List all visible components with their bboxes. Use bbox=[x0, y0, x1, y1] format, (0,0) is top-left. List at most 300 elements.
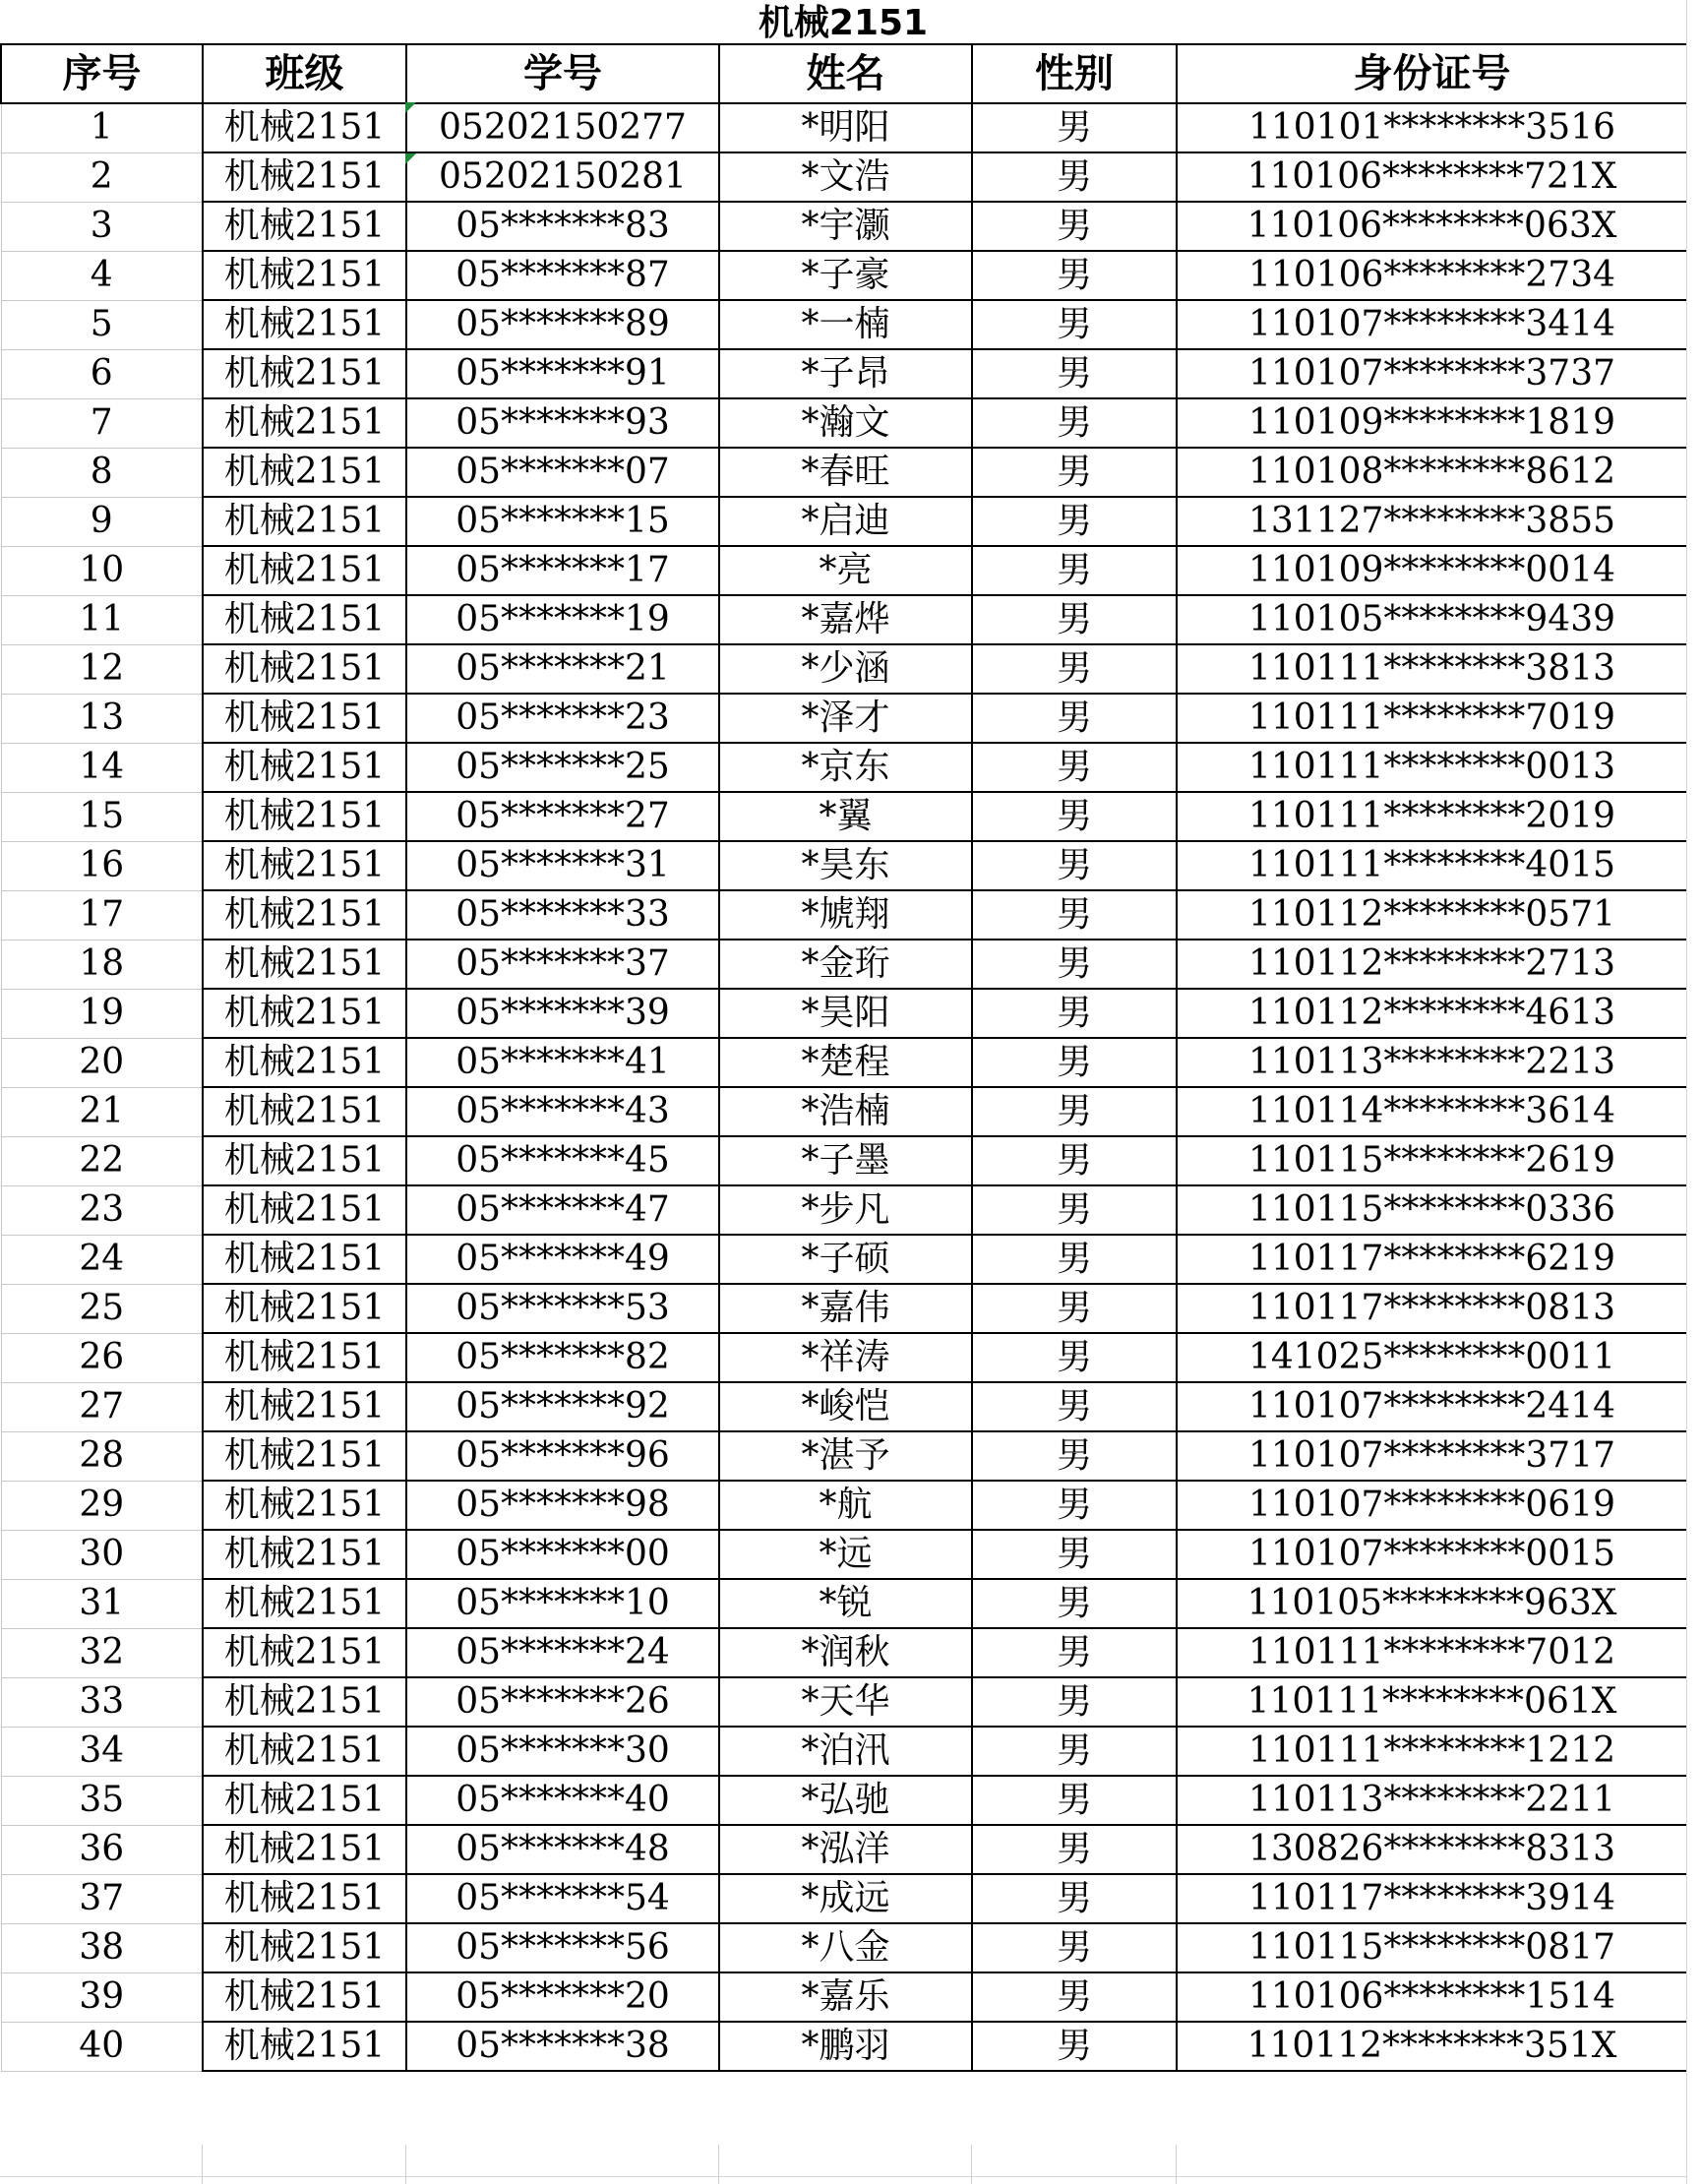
cell-gender[interactable]: 男 bbox=[972, 448, 1177, 497]
cell-name[interactable]: *八金 bbox=[719, 1923, 972, 1972]
cell-name[interactable]: *春旺 bbox=[719, 448, 972, 497]
cell-seq[interactable]: 13 bbox=[1, 694, 203, 743]
table-row bbox=[1, 1776, 1687, 1825]
cell-name[interactable]: *鹏羽 bbox=[719, 2022, 972, 2071]
cell-seq[interactable]: 3 bbox=[1, 202, 203, 251]
cell-seq[interactable]: 40 bbox=[1, 2022, 203, 2071]
cell-id-number[interactable]: 110106********063X bbox=[1177, 202, 1687, 251]
cell-id-number[interactable]: 110117********6219 bbox=[1177, 1235, 1687, 1284]
cell-student-id[interactable]: 05*******96 bbox=[406, 1431, 719, 1481]
cell-gender[interactable]: 男 bbox=[972, 940, 1177, 989]
cell-id-number[interactable]: 110111********061X bbox=[1177, 1677, 1687, 1727]
cell-name[interactable]: *成远 bbox=[719, 1874, 972, 1923]
header-gender[interactable]: 性别 bbox=[972, 44, 1177, 103]
cell-seq[interactable]: 37 bbox=[1, 1874, 203, 1923]
cell-gender[interactable]: 男 bbox=[972, 1431, 1177, 1481]
cell-name[interactable]: *天华 bbox=[719, 1677, 972, 1727]
cell-class[interactable]: 机械2151 bbox=[203, 1038, 406, 1087]
cell-id-number[interactable]: 110109********1819 bbox=[1177, 398, 1687, 448]
cell-name[interactable]: *楚程 bbox=[719, 1038, 972, 1087]
cell-class[interactable]: 机械2151 bbox=[203, 694, 406, 743]
gridline bbox=[718, 2145, 719, 2184]
cell-student-id[interactable]: 05*******10 bbox=[406, 1579, 719, 1628]
cell-id-number[interactable]: 110112********2713 bbox=[1177, 940, 1687, 989]
cell-id-number[interactable]: 110107********3737 bbox=[1177, 349, 1687, 398]
cell-student-id[interactable]: 05*******93 bbox=[406, 398, 719, 448]
table-row bbox=[1, 1972, 1687, 2022]
header-student-id[interactable]: 学号 bbox=[406, 44, 719, 103]
title-row bbox=[0, 0, 1701, 44]
table-row bbox=[1, 1136, 1687, 1185]
table-row bbox=[1, 940, 1687, 989]
cell-student-id[interactable]: 05*******53 bbox=[406, 1284, 719, 1333]
cell-gender[interactable]: 男 bbox=[972, 546, 1177, 595]
table-row bbox=[1, 1087, 1687, 1136]
cell-student-id[interactable]: 05202150281 bbox=[406, 152, 719, 202]
cell-class[interactable]: 机械2151 bbox=[203, 792, 406, 841]
cell-gender[interactable]: 男 bbox=[972, 1235, 1177, 1284]
table-row bbox=[1, 2022, 1687, 2071]
cell-name[interactable]: *峻恺 bbox=[719, 1382, 972, 1431]
table-row bbox=[1, 1677, 1687, 1727]
cell-class[interactable]: 机械2151 bbox=[203, 1874, 406, 1923]
table-row bbox=[1, 448, 1687, 497]
table-row bbox=[1, 743, 1687, 792]
table-row bbox=[1, 1431, 1687, 1481]
table-row bbox=[1, 1825, 1687, 1874]
cell-gender[interactable]: 男 bbox=[972, 103, 1177, 152]
cell-gender[interactable]: 男 bbox=[972, 694, 1177, 743]
cell-class[interactable]: 机械2151 bbox=[203, 1185, 406, 1235]
cell-name[interactable]: *昊东 bbox=[719, 841, 972, 890]
cell-gender[interactable]: 男 bbox=[972, 251, 1177, 300]
cell-gender[interactable]: 男 bbox=[972, 152, 1177, 202]
cell-student-id[interactable]: 05*******27 bbox=[406, 792, 719, 841]
cell-class[interactable]: 机械2151 bbox=[203, 349, 406, 398]
cell-seq[interactable]: 19 bbox=[1, 989, 203, 1038]
cell-student-id[interactable]: 05*******91 bbox=[406, 349, 719, 398]
cell-id-number[interactable]: 110114********3614 bbox=[1177, 1087, 1687, 1136]
cell-gender[interactable]: 男 bbox=[972, 1038, 1177, 1087]
cell-student-id[interactable]: 05*******47 bbox=[406, 1185, 719, 1235]
table-row bbox=[1, 792, 1687, 841]
cell-student-id[interactable]: 05*******48 bbox=[406, 1825, 719, 1874]
cell-seq[interactable]: 14 bbox=[1, 743, 203, 792]
cell-name[interactable]: *宇灏 bbox=[719, 202, 972, 251]
table-row bbox=[1, 1382, 1687, 1431]
cell-seq[interactable]: 9 bbox=[1, 497, 203, 546]
cell-class[interactable]: 机械2151 bbox=[203, 940, 406, 989]
cell-seq[interactable]: 24 bbox=[1, 1235, 203, 1284]
cell-id-number[interactable]: 110112********351X bbox=[1177, 2022, 1687, 2071]
cell-gender[interactable]: 男 bbox=[972, 1185, 1177, 1235]
cell-id-number[interactable]: 110106********2734 bbox=[1177, 251, 1687, 300]
student-roster-table bbox=[0, 43, 1688, 2072]
cell-student-id[interactable]: 05*******21 bbox=[406, 644, 719, 694]
cell-class[interactable]: 机械2151 bbox=[203, 1333, 406, 1382]
cell-id-number[interactable]: 141025********0011 bbox=[1177, 1333, 1687, 1382]
cell-class[interactable]: 机械2151 bbox=[203, 300, 406, 349]
cell-student-id[interactable]: 05*******56 bbox=[406, 1923, 719, 1972]
cell-class[interactable]: 机械2151 bbox=[203, 1087, 406, 1136]
cell-name[interactable]: *虓翔 bbox=[719, 890, 972, 940]
cell-class[interactable]: 机械2151 bbox=[203, 398, 406, 448]
cell-student-id[interactable]: 05*******41 bbox=[406, 1038, 719, 1087]
cell-gender[interactable]: 男 bbox=[972, 1087, 1177, 1136]
cell-class[interactable]: 机械2151 bbox=[203, 546, 406, 595]
cell-id-number[interactable]: 110107********0015 bbox=[1177, 1530, 1687, 1579]
cell-name[interactable]: *润秋 bbox=[719, 1628, 972, 1677]
cell-id-number[interactable]: 110106********1514 bbox=[1177, 1972, 1687, 2022]
cell-name[interactable]: *祥涛 bbox=[719, 1333, 972, 1382]
cell-seq[interactable]: 16 bbox=[1, 841, 203, 890]
cell-gender[interactable]: 男 bbox=[972, 1530, 1177, 1579]
cell-gender[interactable]: 男 bbox=[972, 841, 1177, 890]
table-row bbox=[1, 1235, 1687, 1284]
cell-id-number[interactable]: 110111********7019 bbox=[1177, 694, 1687, 743]
cell-student-id[interactable]: 05*******33 bbox=[406, 890, 719, 940]
cell-gender[interactable]: 男 bbox=[972, 1923, 1177, 1972]
cell-class[interactable]: 机械2151 bbox=[203, 448, 406, 497]
table-row bbox=[1, 251, 1687, 300]
cell-seq[interactable]: 17 bbox=[1, 890, 203, 940]
cell-name[interactable]: *翼 bbox=[719, 792, 972, 841]
cell-seq[interactable]: 1 bbox=[1, 103, 203, 152]
cell-gender[interactable]: 男 bbox=[972, 1677, 1177, 1727]
cell-name[interactable]: *航 bbox=[719, 1481, 972, 1530]
header-row bbox=[1, 44, 1687, 103]
cell-id-number[interactable]: 110112********0571 bbox=[1177, 890, 1687, 940]
cell-class[interactable]: 机械2151 bbox=[203, 1972, 406, 2022]
cell-class[interactable]: 机械2151 bbox=[203, 841, 406, 890]
cell-id-number[interactable]: 110107********0619 bbox=[1177, 1481, 1687, 1530]
table-row bbox=[1, 1481, 1687, 1530]
cell-id-number[interactable]: 110101********3516 bbox=[1177, 103, 1687, 152]
cell-name[interactable]: *子豪 bbox=[719, 251, 972, 300]
cell-id-number[interactable]: 110111********0013 bbox=[1177, 743, 1687, 792]
table-row bbox=[1, 202, 1687, 251]
cell-id-number[interactable]: 110117********3914 bbox=[1177, 1874, 1687, 1923]
cell-class[interactable]: 机械2151 bbox=[203, 1136, 406, 1185]
table-row bbox=[1, 1923, 1687, 1972]
cell-class[interactable]: 机械2151 bbox=[203, 497, 406, 546]
table-row bbox=[1, 1333, 1687, 1382]
cell-name[interactable]: *湛予 bbox=[719, 1431, 972, 1481]
cell-seq[interactable]: 23 bbox=[1, 1185, 203, 1235]
cell-seq[interactable]: 18 bbox=[1, 940, 203, 989]
cell-gender[interactable]: 男 bbox=[972, 1481, 1177, 1530]
cell-class[interactable]: 机械2151 bbox=[203, 595, 406, 644]
cell-gender[interactable]: 男 bbox=[972, 1628, 1177, 1677]
cell-class[interactable]: 机械2151 bbox=[203, 1431, 406, 1481]
cell-student-id[interactable]: 05*******07 bbox=[406, 448, 719, 497]
cell-gender[interactable]: 男 bbox=[972, 1776, 1177, 1825]
cell-id-number[interactable]: 110105********963X bbox=[1177, 1579, 1687, 1628]
cell-gender[interactable]: 男 bbox=[972, 989, 1177, 1038]
cell-id-number[interactable]: 110105********9439 bbox=[1177, 595, 1687, 644]
table-row bbox=[1, 841, 1687, 890]
cell-class[interactable]: 机械2151 bbox=[203, 743, 406, 792]
cell-class[interactable]: 机械2151 bbox=[203, 1579, 406, 1628]
cell-id-number[interactable]: 110106********721X bbox=[1177, 152, 1687, 202]
table-row bbox=[1, 398, 1687, 448]
cell-gender[interactable]: 男 bbox=[972, 398, 1177, 448]
header-name[interactable]: 姓名 bbox=[719, 44, 972, 103]
cell-gender[interactable]: 男 bbox=[972, 2022, 1177, 2071]
cell-id-number[interactable]: 110107********2414 bbox=[1177, 1382, 1687, 1431]
table-row bbox=[1, 1874, 1687, 1923]
cell-seq[interactable]: 15 bbox=[1, 792, 203, 841]
cell-name[interactable]: *子昂 bbox=[719, 349, 972, 398]
cell-student-id[interactable]: 05*******82 bbox=[406, 1333, 719, 1382]
cell-id-number[interactable]: 110113********2213 bbox=[1177, 1038, 1687, 1087]
cell-name[interactable]: *一楠 bbox=[719, 300, 972, 349]
cell-student-id[interactable]: 05*******17 bbox=[406, 546, 719, 595]
cell-gender[interactable]: 男 bbox=[972, 1825, 1177, 1874]
cell-id-number[interactable]: 110111********2019 bbox=[1177, 792, 1687, 841]
cell-class[interactable]: 机械2151 bbox=[203, 1923, 406, 1972]
cell-seq[interactable]: 21 bbox=[1, 1087, 203, 1136]
cell-name[interactable]: *金珩 bbox=[719, 940, 972, 989]
table-row bbox=[1, 152, 1687, 202]
cell-gender[interactable]: 男 bbox=[972, 349, 1177, 398]
cell-seq[interactable]: 30 bbox=[1, 1530, 203, 1579]
table-row bbox=[1, 595, 1687, 644]
cell-id-number[interactable]: 110115********2619 bbox=[1177, 1136, 1687, 1185]
cell-name[interactable]: *嘉伟 bbox=[719, 1284, 972, 1333]
gridline bbox=[1176, 2145, 1177, 2184]
gridline bbox=[0, 2176, 1701, 2177]
table-row bbox=[1, 1185, 1687, 1235]
sheet-title[interactable]: 机械2151 bbox=[758, 3, 929, 43]
cell-seq[interactable]: 6 bbox=[1, 349, 203, 398]
table-row bbox=[1, 1628, 1687, 1677]
cell-seq[interactable]: 8 bbox=[1, 448, 203, 497]
cell-seq[interactable]: 29 bbox=[1, 1481, 203, 1530]
cell-student-id[interactable]: 05*******23 bbox=[406, 694, 719, 743]
cell-student-id[interactable]: 05*******39 bbox=[406, 989, 719, 1038]
cell-class[interactable]: 机械2151 bbox=[203, 890, 406, 940]
cell-id-number[interactable]: 110111********4015 bbox=[1177, 841, 1687, 890]
cell-id-number[interactable]: 110117********0813 bbox=[1177, 1284, 1687, 1333]
roster-body bbox=[1, 103, 1687, 2071]
cell-student-id[interactable]: 05*******24 bbox=[406, 1628, 719, 1677]
cell-gender[interactable]: 男 bbox=[972, 1136, 1177, 1185]
cell-gender[interactable]: 男 bbox=[972, 1333, 1177, 1382]
cell-student-id[interactable]: 05*******26 bbox=[406, 1677, 719, 1727]
cell-gender[interactable]: 男 bbox=[972, 1579, 1177, 1628]
cell-name[interactable]: *亮 bbox=[719, 546, 972, 595]
cell-student-id[interactable]: 05*******15 bbox=[406, 497, 719, 546]
cell-name[interactable]: *文浩 bbox=[719, 152, 972, 202]
cell-student-id[interactable]: 05*******92 bbox=[406, 1382, 719, 1431]
cell-student-id[interactable]: 05*******37 bbox=[406, 940, 719, 989]
cell-seq[interactable]: 12 bbox=[1, 644, 203, 694]
cell-student-id[interactable]: 05*******20 bbox=[406, 1972, 719, 2022]
cell-id-number[interactable]: 110115********0817 bbox=[1177, 1923, 1687, 1972]
cell-gender[interactable]: 男 bbox=[972, 890, 1177, 940]
cell-seq[interactable]: 22 bbox=[1, 1136, 203, 1185]
cell-seq[interactable]: 7 bbox=[1, 398, 203, 448]
table-row bbox=[1, 1579, 1687, 1628]
cell-id-number[interactable]: 110113********2211 bbox=[1177, 1776, 1687, 1825]
cell-student-id[interactable]: 05*******45 bbox=[406, 1136, 719, 1185]
table-row bbox=[1, 890, 1687, 940]
cell-name[interactable]: *京东 bbox=[719, 743, 972, 792]
cell-id-number[interactable]: 110111********1212 bbox=[1177, 1727, 1687, 1776]
cell-name[interactable]: *子墨 bbox=[719, 1136, 972, 1185]
cell-id-number[interactable]: 110107********3414 bbox=[1177, 300, 1687, 349]
cell-name[interactable]: *弘驰 bbox=[719, 1776, 972, 1825]
cell-student-id[interactable]: 05*******19 bbox=[406, 595, 719, 644]
sheet-right-margin bbox=[1686, 0, 1701, 2184]
cell-class[interactable]: 机械2151 bbox=[203, 989, 406, 1038]
cell-class[interactable]: 机械2151 bbox=[203, 152, 406, 202]
cell-name[interactable]: *明阳 bbox=[719, 103, 972, 152]
cell-class[interactable]: 机械2151 bbox=[203, 1235, 406, 1284]
cell-gender[interactable]: 男 bbox=[972, 1382, 1177, 1431]
table-row bbox=[1, 1284, 1687, 1333]
cell-seq[interactable]: 11 bbox=[1, 595, 203, 644]
cell-name[interactable]: *启迪 bbox=[719, 497, 972, 546]
cell-name[interactable]: *锐 bbox=[719, 1579, 972, 1628]
cell-gender[interactable]: 男 bbox=[972, 202, 1177, 251]
cell-id-number[interactable]: 131127********3855 bbox=[1177, 497, 1687, 546]
cell-name[interactable]: *瀚文 bbox=[719, 398, 972, 448]
table-row bbox=[1, 644, 1687, 694]
cell-name[interactable]: *步凡 bbox=[719, 1185, 972, 1235]
cell-seq[interactable]: 25 bbox=[1, 1284, 203, 1333]
gridline bbox=[405, 2145, 406, 2184]
cell-class[interactable]: 机械2151 bbox=[203, 1284, 406, 1333]
cell-gender[interactable]: 男 bbox=[972, 595, 1177, 644]
comment-marker-icon bbox=[405, 153, 416, 164]
cell-seq[interactable]: 5 bbox=[1, 300, 203, 349]
cell-gender[interactable]: 男 bbox=[972, 1874, 1177, 1923]
cell-class[interactable]: 机械2151 bbox=[203, 1776, 406, 1825]
table-row bbox=[1, 1727, 1687, 1776]
table-row bbox=[1, 349, 1687, 398]
cell-class[interactable]: 机械2151 bbox=[203, 1481, 406, 1530]
cell-name[interactable]: *昊阳 bbox=[719, 989, 972, 1038]
cell-seq[interactable]: 34 bbox=[1, 1727, 203, 1776]
cell-student-id[interactable]: 05*******43 bbox=[406, 1087, 719, 1136]
table-row bbox=[1, 989, 1687, 1038]
cell-id-number[interactable]: 110115********0336 bbox=[1177, 1185, 1687, 1235]
cell-seq[interactable]: 32 bbox=[1, 1628, 203, 1677]
cell-seq[interactable]: 20 bbox=[1, 1038, 203, 1087]
cell-student-id[interactable]: 05*******00 bbox=[406, 1530, 719, 1579]
cell-name[interactable]: *浩楠 bbox=[719, 1087, 972, 1136]
cell-id-number[interactable]: 110109********0014 bbox=[1177, 546, 1687, 595]
cell-class[interactable]: 机械2151 bbox=[203, 1727, 406, 1776]
cell-class[interactable]: 机械2151 bbox=[203, 1530, 406, 1579]
cell-student-id[interactable]: 05*******98 bbox=[406, 1481, 719, 1530]
cell-name[interactable]: *少涵 bbox=[719, 644, 972, 694]
table-row bbox=[1, 546, 1687, 595]
header-id-number[interactable]: 身份证号 bbox=[1177, 44, 1687, 103]
cell-student-id[interactable]: 05*******54 bbox=[406, 1874, 719, 1923]
cell-student-id[interactable]: 05*******89 bbox=[406, 300, 719, 349]
cell-id-number[interactable]: 110108********8612 bbox=[1177, 448, 1687, 497]
table-row bbox=[1, 497, 1687, 546]
cell-seq[interactable]: 33 bbox=[1, 1677, 203, 1727]
cell-class[interactable]: 机械2151 bbox=[203, 202, 406, 251]
table-row bbox=[1, 300, 1687, 349]
cell-seq[interactable]: 28 bbox=[1, 1431, 203, 1481]
header-seq[interactable]: 序号 bbox=[1, 44, 203, 103]
cell-class[interactable]: 机械2151 bbox=[203, 1677, 406, 1727]
cell-seq[interactable]: 2 bbox=[1, 152, 203, 202]
cell-name[interactable]: *泽才 bbox=[719, 694, 972, 743]
cell-student-id[interactable]: 05*******38 bbox=[406, 2022, 719, 2071]
cell-student-id[interactable]: 05*******49 bbox=[406, 1235, 719, 1284]
cell-name[interactable]: *嘉烨 bbox=[719, 595, 972, 644]
cell-id-number[interactable]: 110107********3717 bbox=[1177, 1431, 1687, 1481]
cell-class[interactable]: 机械2151 bbox=[203, 1382, 406, 1431]
cell-name[interactable]: *远 bbox=[719, 1530, 972, 1579]
cell-seq[interactable]: 35 bbox=[1, 1776, 203, 1825]
gridline bbox=[202, 2145, 203, 2184]
cell-gender[interactable]: 男 bbox=[972, 300, 1177, 349]
cell-gender[interactable]: 男 bbox=[972, 1727, 1177, 1776]
cell-student-id[interactable]: 05*******83 bbox=[406, 202, 719, 251]
cell-seq[interactable]: 38 bbox=[1, 1923, 203, 1972]
cell-class[interactable]: 机械2151 bbox=[203, 251, 406, 300]
cell-seq[interactable]: 36 bbox=[1, 1825, 203, 1874]
cell-class[interactable]: 机械2151 bbox=[203, 103, 406, 152]
cell-class[interactable]: 机械2151 bbox=[203, 1628, 406, 1677]
cell-seq[interactable]: 39 bbox=[1, 1972, 203, 2022]
cell-gender[interactable]: 男 bbox=[972, 743, 1177, 792]
gridline bbox=[971, 2145, 972, 2184]
cell-seq[interactable]: 4 bbox=[1, 251, 203, 300]
cell-student-id[interactable]: 05*******87 bbox=[406, 251, 719, 300]
cell-gender[interactable]: 男 bbox=[972, 1284, 1177, 1333]
cell-class[interactable]: 机械2151 bbox=[203, 644, 406, 694]
comment-marker-icon bbox=[405, 102, 416, 113]
cell-id-number[interactable]: 110111********3813 bbox=[1177, 644, 1687, 694]
cell-student-id[interactable]: 05*******31 bbox=[406, 841, 719, 890]
table-row bbox=[1, 1038, 1687, 1087]
cell-student-id[interactable]: 05*******25 bbox=[406, 743, 719, 792]
cell-id-number[interactable]: 110111********7012 bbox=[1177, 1628, 1687, 1677]
cell-class[interactable]: 机械2151 bbox=[203, 1825, 406, 1874]
header-class[interactable]: 班级 bbox=[203, 44, 406, 103]
cell-id-number[interactable]: 110112********4613 bbox=[1177, 989, 1687, 1038]
cell-student-id[interactable]: 05*******40 bbox=[406, 1776, 719, 1825]
cell-gender[interactable]: 男 bbox=[972, 497, 1177, 546]
cell-seq[interactable]: 31 bbox=[1, 1579, 203, 1628]
cell-gender[interactable]: 男 bbox=[972, 1972, 1177, 2022]
cell-student-id[interactable]: 05*******30 bbox=[406, 1727, 719, 1776]
cell-seq[interactable]: 27 bbox=[1, 1382, 203, 1431]
cell-id-number[interactable]: 130826********8313 bbox=[1177, 1825, 1687, 1874]
table-row bbox=[1, 694, 1687, 743]
cell-gender[interactable]: 男 bbox=[972, 644, 1177, 694]
table-row bbox=[1, 1530, 1687, 1579]
cell-student-id[interactable]: 05202150277 bbox=[406, 103, 719, 152]
cell-name[interactable]: *嘉乐 bbox=[719, 1972, 972, 2022]
cell-seq[interactable]: 26 bbox=[1, 1333, 203, 1382]
cell-name[interactable]: *子硕 bbox=[719, 1235, 972, 1284]
cell-name[interactable]: *泓洋 bbox=[719, 1825, 972, 1874]
cell-class[interactable]: 机械2151 bbox=[203, 2022, 406, 2071]
cell-seq[interactable]: 10 bbox=[1, 546, 203, 595]
cell-gender[interactable]: 男 bbox=[972, 792, 1177, 841]
table-row bbox=[1, 103, 1687, 152]
cell-name[interactable]: *泊汛 bbox=[719, 1727, 972, 1776]
